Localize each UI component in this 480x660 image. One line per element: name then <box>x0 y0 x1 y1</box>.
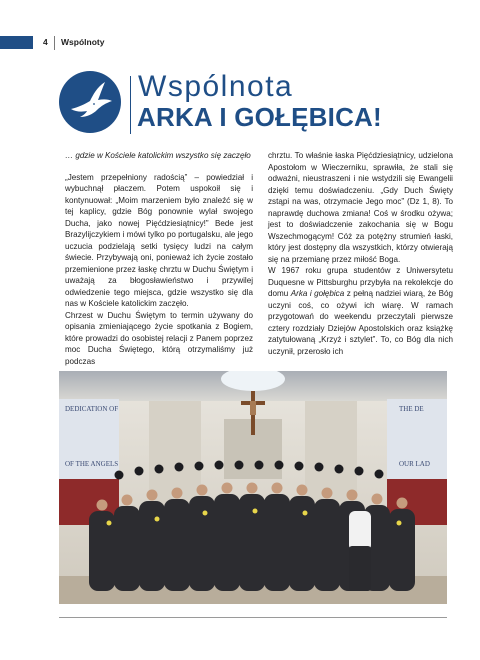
article-paragraph: Chrzest w Duchu Świętym to termin używany do opisania zmieniającego życie spotkania z Bogiem, które prowadzi do osobistej relacji z Panem poprzez moc Ducha Świętego, którą otrzymaliśmy już podczas <box>65 310 253 366</box>
article-text: z pełną nadziei wiarą, że Bóg uczyni coś, co ożywi ich wiarę. W ramach przygotowań do weekendu przeczytali pierwsze cztery rozdziały Dziejów Apostolskich oraz książkę zatytułowaną „Krzyż i sztylet”. To, co Bóg dla nich uczynił, przerosło ich <box>268 289 454 356</box>
page-number: 4 <box>43 37 48 47</box>
article-paragraph: chrztu. To właśnie łaska Pięćdziesiątnicy, udzielona Apostołom w Wieczerniku, sprawiła, że stali się odważni, nieustraszeni i nie wstydzili się Ewangelii dzięki temu doświadczeniu. „Gdy Duch Święty zstąpi na was, otrzymacie Jego moc” (Dz 1, 8). To naprawdę duchowa zmiana! Coś w środku ożywa; jest to doświadczenie zakochania się w Bogu Wszechmogącym! Cóż za potężny strumień łaski, który jest dostępny dla wszystkich, którzy otwierają się na przemianę przez miłość Boga. <box>268 151 453 264</box>
article-column-left <box>65 150 253 367</box>
banner-text: DEDICATION OF <box>65 405 119 413</box>
banner-text: THE DE <box>399 405 424 413</box>
title-top: Wspólnota <box>138 70 294 103</box>
article-text: W 1967 roku grupa studentów z Uniwersytetu Duquesne w Pittsburghu przybyła na rekolekcje do domu <box>268 266 453 298</box>
header-divider <box>54 36 55 50</box>
article-lead: … gdzie w Kościele katolickim wszystko się zaczęło <box>65 151 251 160</box>
banner-text: OF THE ANGELS <box>65 460 119 468</box>
article-paragraph: „Jestem przepełniony radością” – powiedział i wybuchnął płaczem. Potem uspokoił się i kontynuował: „Moim marzeniem było znaleźć się w tej kaplicy, gdzie Bóg ponownie wylał swojego Ducha, jako nowej Pięćdziesiątnicy!” Bede jest Brazylijczykiem i mówi tylko po portugalsku, ale jego uczucia podzielają setki tysięcy ludzi na całym świecie. Przybywają oni, ponieważ ich życie zostało przemienione przez łaskę chrztu w Duchu Świętym i uważają za błogosławieństwo i przywilej odwiedzenie tego miejsca, gdzie wszystko się dla nas w Kościele katolickim zaczęło. <box>65 172 253 308</box>
article-italic-title: Arka i gołębica <box>290 289 345 298</box>
title-rule <box>130 76 131 134</box>
banner-text: OUR LAD <box>399 460 430 468</box>
group-photo <box>59 371 447 604</box>
header-accent-bar <box>0 36 33 49</box>
dove-logo <box>59 71 121 133</box>
article-column-right <box>268 150 453 357</box>
title-main: ARKA I GOŁĘBICA! <box>137 102 382 132</box>
dove-icon <box>59 71 121 133</box>
article-paragraph <box>268 265 453 357</box>
section-label: Wspólnoty <box>61 37 105 47</box>
bottom-rule <box>59 617 447 618</box>
